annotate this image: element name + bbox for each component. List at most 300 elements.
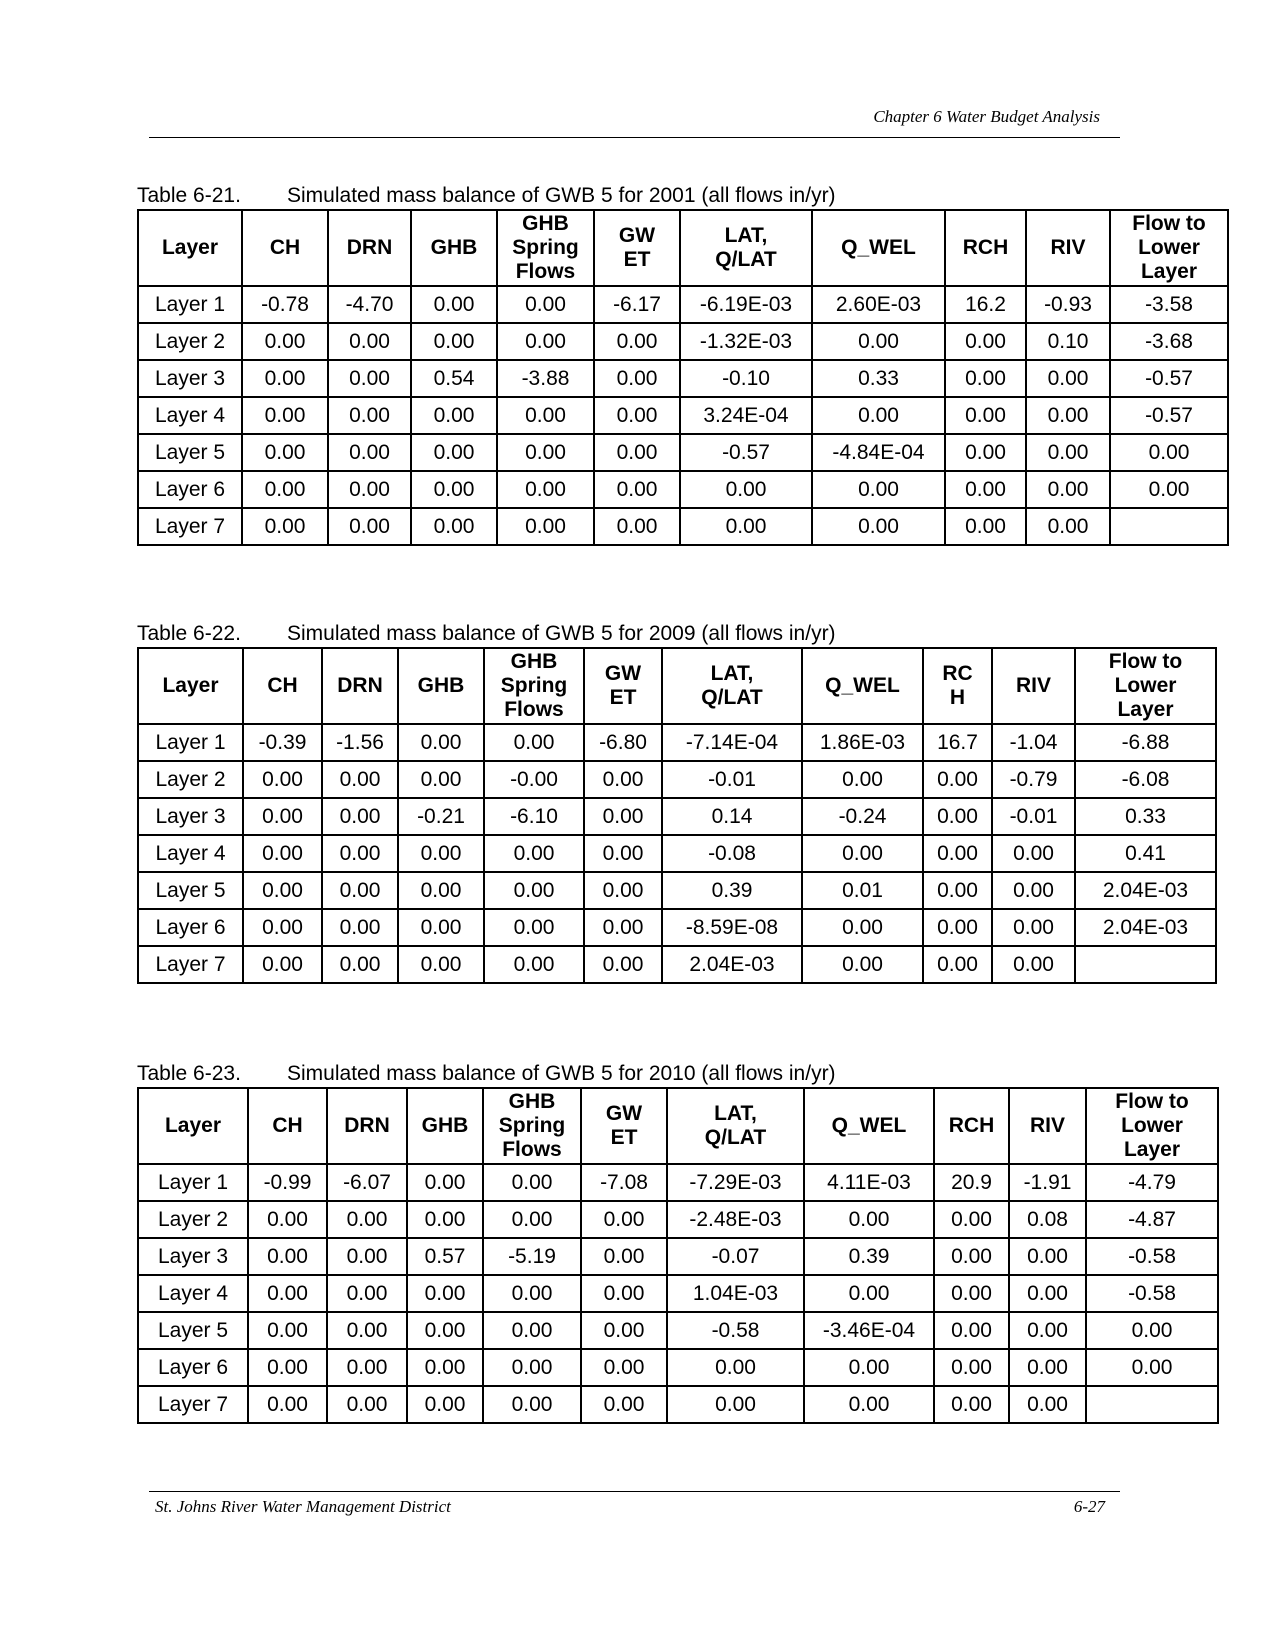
table-cell: 0.00	[411, 323, 497, 360]
column-header-riv: RIV	[1026, 210, 1110, 286]
table-row	[138, 471, 1228, 508]
table-cell: 0.39	[662, 872, 802, 909]
table-cell: 0.57	[407, 1238, 483, 1275]
table-cell: 0.00	[1110, 471, 1228, 508]
layer-label: Layer 5	[138, 872, 243, 909]
table-cell: 0.00	[812, 471, 945, 508]
table-row	[138, 397, 1228, 434]
table-row	[138, 946, 1216, 983]
table-cell: 0.00	[581, 1386, 667, 1423]
table-cell: -0.58	[1086, 1275, 1218, 1312]
layer-label: Layer 6	[138, 1349, 248, 1386]
table-cell: 0.00	[804, 1349, 934, 1386]
table-cell: 0.00	[484, 909, 584, 946]
table-cell: 0.00	[243, 835, 322, 872]
table-cell: -3.68	[1110, 323, 1228, 360]
layer-label: Layer 1	[138, 1164, 248, 1201]
table-cell: 0.00	[497, 434, 594, 471]
table-cell: 0.00	[242, 323, 328, 360]
table-cell: -0.01	[662, 761, 802, 798]
layer-label: Layer 7	[138, 946, 243, 983]
table-cell: 0.10	[1026, 323, 1110, 360]
table-cell: 0.00	[411, 508, 497, 545]
table-cell: -0.57	[680, 434, 812, 471]
table-cell: 0.00	[483, 1201, 581, 1238]
table-cell: 0.00	[1009, 1386, 1086, 1423]
table-cell: 0.00	[1026, 508, 1110, 545]
mass-balance-table	[137, 647, 1217, 984]
table-cell: 0.00	[407, 1386, 483, 1423]
table-cell: 0.00	[327, 1349, 407, 1386]
table-cell: 0.33	[812, 360, 945, 397]
column-header-ch: CH	[243, 648, 322, 724]
table-cell: -8.59E-08	[662, 909, 802, 946]
table-cell: 0.00	[1026, 471, 1110, 508]
table-cell: 0.00	[923, 798, 992, 835]
table-number: Table 6-21.	[137, 184, 241, 207]
column-header-layer: Layer	[138, 210, 242, 286]
table-cell: 0.00	[1086, 1312, 1218, 1349]
table-cell: 0.00	[804, 1386, 934, 1423]
table-cell: 0.00	[328, 508, 411, 545]
table-cell	[1110, 508, 1228, 545]
column-header-ghb: GHB	[398, 648, 484, 724]
table-title: Simulated mass balance of GWB 5 for 2010 (all flows in/yr)	[287, 1062, 836, 1085]
table-cell: 0.00	[812, 323, 945, 360]
footer-organization: St. Johns River Water Management District	[155, 1497, 451, 1516]
column-header-gw-et: GW ET	[581, 1088, 667, 1164]
table-cell: -1.56	[322, 724, 398, 761]
layer-label: Layer 3	[138, 798, 243, 835]
table-cell: 0.00	[1086, 1349, 1218, 1386]
table-cell: 0.00	[322, 835, 398, 872]
table-cell: 0.00	[581, 1275, 667, 1312]
layer-label: Layer 5	[138, 1312, 248, 1349]
table-cell: 0.00	[248, 1275, 327, 1312]
layer-label: Layer 5	[138, 434, 242, 471]
table-cell: 0.00	[667, 1386, 804, 1423]
page-number: 6-27	[1073, 1497, 1105, 1516]
table-cell: 0.00	[322, 909, 398, 946]
table-cell: 0.00	[594, 323, 680, 360]
table-row	[138, 761, 1216, 798]
table-cell: 16.2	[945, 286, 1026, 323]
table-cell: 1.86E-03	[802, 724, 923, 761]
table-cell: -0.10	[680, 360, 812, 397]
column-header-q-wel: Q_WEL	[802, 648, 923, 724]
table-row	[138, 1238, 1218, 1275]
table-cell: -0.07	[667, 1238, 804, 1275]
table-cell: 0.00	[484, 835, 584, 872]
table-row	[138, 835, 1216, 872]
table-cell: 0.00	[497, 323, 594, 360]
column-header-drn: DRN	[328, 210, 411, 286]
layer-label: Layer 3	[138, 1238, 248, 1275]
table-header-row	[138, 648, 1216, 724]
table-cell: 0.00	[1009, 1238, 1086, 1275]
table-cell: -5.19	[483, 1238, 581, 1275]
table-row	[138, 434, 1228, 471]
table-cell: -0.57	[1110, 360, 1228, 397]
table-cell: 0.00	[248, 1349, 327, 1386]
table-cell: -7.14E-04	[662, 724, 802, 761]
table-cell: -0.00	[484, 761, 584, 798]
table-cell: -0.24	[802, 798, 923, 835]
table-cell: 0.00	[398, 835, 484, 872]
column-header-rch: RCH	[945, 210, 1026, 286]
table-cell: 0.00	[802, 946, 923, 983]
table-cell: 0.00	[398, 761, 484, 798]
table-cell: 0.00	[680, 508, 812, 545]
column-header-q-wel: Q_WEL	[812, 210, 945, 286]
table-cell: 1.04E-03	[667, 1275, 804, 1312]
table-cell: 0.00	[411, 397, 497, 434]
layer-label: Layer 6	[138, 471, 242, 508]
table-cell: 0.00	[242, 508, 328, 545]
table-cell: 0.00	[322, 761, 398, 798]
table-cell: 0.00	[483, 1312, 581, 1349]
table-cell: -6.17	[594, 286, 680, 323]
table-cell: 0.00	[594, 397, 680, 434]
column-header-layer: Layer	[138, 1088, 248, 1164]
table-header-row	[138, 210, 1228, 286]
table-cell: 0.00	[934, 1386, 1009, 1423]
table-cell: 0.00	[584, 761, 662, 798]
column-header-lat-q-lat: LAT, Q/LAT	[662, 648, 802, 724]
table-cell: -6.10	[484, 798, 584, 835]
table-cell: 0.00	[584, 909, 662, 946]
table-cell: -2.48E-03	[667, 1201, 804, 1238]
column-header-gw-et: GW ET	[594, 210, 680, 286]
table-cell: 0.00	[328, 323, 411, 360]
table-cell: -0.58	[1086, 1238, 1218, 1275]
table-cell: 16.7	[923, 724, 992, 761]
table-cell: 0.00	[327, 1238, 407, 1275]
table-cell: 0.00	[407, 1349, 483, 1386]
column-header-drn: DRN	[327, 1088, 407, 1164]
column-header-ghb-spring-flows: GHB Spring Flows	[483, 1088, 581, 1164]
table-cell: 0.00	[411, 471, 497, 508]
layer-label: Layer 2	[138, 323, 242, 360]
table-cell: -7.29E-03	[667, 1164, 804, 1201]
table-cell: 0.00	[992, 946, 1075, 983]
table-row	[138, 360, 1228, 397]
table-cell: 0.14	[662, 798, 802, 835]
table-block-6-21	[137, 182, 1229, 546]
layer-label: Layer 7	[138, 508, 242, 545]
table-row	[138, 508, 1228, 545]
table-cell: 0.00	[328, 434, 411, 471]
table-cell: 0.00	[1026, 397, 1110, 434]
table-cell: 0.00	[322, 798, 398, 835]
table-cell: -0.58	[667, 1312, 804, 1349]
table-caption	[137, 1060, 1219, 1087]
column-header-rc-h: RC H	[923, 648, 992, 724]
table-cell: 0.00	[327, 1386, 407, 1423]
table-cell: 0.00	[945, 434, 1026, 471]
table-row	[138, 1275, 1218, 1312]
table-cell: 0.00	[243, 798, 322, 835]
column-header-q-wel: Q_WEL	[804, 1088, 934, 1164]
table-cell: 0.00	[483, 1386, 581, 1423]
table-cell: 0.00	[242, 360, 328, 397]
table-cell: 0.00	[812, 508, 945, 545]
layer-label: Layer 4	[138, 397, 242, 434]
table-cell: 0.00	[802, 835, 923, 872]
column-header-ch: CH	[248, 1088, 327, 1164]
table-cell: 0.00	[248, 1386, 327, 1423]
table-cell: 0.00	[581, 1238, 667, 1275]
table-cell: -4.70	[328, 286, 411, 323]
column-header-flow-to-lower-layer: Flow to Lower Layer	[1110, 210, 1228, 286]
table-cell: 0.00	[680, 471, 812, 508]
column-header-lat-q-lat: LAT, Q/LAT	[667, 1088, 804, 1164]
table-cell: 0.00	[484, 724, 584, 761]
table-cell: 0.00	[812, 397, 945, 434]
table-caption	[137, 182, 1229, 209]
table-cell: 0.00	[407, 1164, 483, 1201]
table-row	[138, 724, 1216, 761]
table-cell: 0.00	[1026, 360, 1110, 397]
table-cell: -1.32E-03	[680, 323, 812, 360]
layer-label: Layer 1	[138, 724, 243, 761]
table-cell: -0.78	[242, 286, 328, 323]
table-cell: 0.00	[1009, 1312, 1086, 1349]
layer-label: Layer 4	[138, 1275, 248, 1312]
table-cell: 0.00	[584, 946, 662, 983]
table-cell: 0.00	[328, 471, 411, 508]
table-cell: 0.00	[398, 946, 484, 983]
table-cell: -6.08	[1075, 761, 1216, 798]
table-cell: 0.00	[584, 835, 662, 872]
column-header-ghb-spring-flows: GHB Spring Flows	[497, 210, 594, 286]
footer-rule	[149, 1491, 1120, 1492]
column-header-ghb: GHB	[407, 1088, 483, 1164]
table-cell: -0.08	[662, 835, 802, 872]
table-cell: 0.54	[411, 360, 497, 397]
table-block-6-23	[137, 1060, 1219, 1424]
table-cell: 0.00	[398, 872, 484, 909]
table-cell: 0.00	[248, 1201, 327, 1238]
table-cell: 0.00	[992, 909, 1075, 946]
table-cell: 0.00	[322, 872, 398, 909]
table-row	[138, 286, 1228, 323]
table-cell: 0.00	[407, 1312, 483, 1349]
table-cell: 0.00	[327, 1312, 407, 1349]
table-cell: 0.00	[584, 872, 662, 909]
table-cell: 0.00	[248, 1312, 327, 1349]
table-cell: -3.46E-04	[804, 1312, 934, 1349]
column-header-riv: RIV	[992, 648, 1075, 724]
table-cell: 0.00	[934, 1201, 1009, 1238]
table-cell: 0.00	[1009, 1275, 1086, 1312]
table-number: Table 6-23.	[137, 1062, 241, 1085]
table-cell: -1.91	[1009, 1164, 1086, 1201]
table-cell: 0.00	[594, 508, 680, 545]
table-cell: 0.00	[945, 397, 1026, 434]
table-cell: 0.00	[992, 872, 1075, 909]
table-cell: -4.79	[1086, 1164, 1218, 1201]
column-header-layer: Layer	[138, 648, 243, 724]
table-cell: -6.80	[584, 724, 662, 761]
table-cell: -4.84E-04	[812, 434, 945, 471]
column-header-ch: CH	[242, 210, 328, 286]
table-row	[138, 1312, 1218, 1349]
table-cell: 0.00	[945, 323, 1026, 360]
table-cell: 0.00	[242, 397, 328, 434]
table-cell: 0.00	[398, 909, 484, 946]
table-cell: 0.00	[328, 397, 411, 434]
table-cell: -3.58	[1110, 286, 1228, 323]
table-row	[138, 1164, 1218, 1201]
column-header-flow-to-lower-layer: Flow to Lower Layer	[1075, 648, 1216, 724]
table-cell: 0.00	[328, 360, 411, 397]
table-cell: 0.00	[497, 508, 594, 545]
column-header-drn: DRN	[322, 648, 398, 724]
table-cell: -0.99	[248, 1164, 327, 1201]
table-cell: 0.00	[804, 1275, 934, 1312]
table-row	[138, 323, 1228, 360]
table-row	[138, 872, 1216, 909]
column-header-riv: RIV	[1009, 1088, 1086, 1164]
table-cell: 0.00	[483, 1164, 581, 1201]
layer-label: Layer 7	[138, 1386, 248, 1423]
table-cell: 0.00	[802, 761, 923, 798]
table-cell: -0.01	[992, 798, 1075, 835]
table-cell: 0.01	[802, 872, 923, 909]
table-cell: 3.24E-04	[680, 397, 812, 434]
table-row	[138, 798, 1216, 835]
table-cell: 0.00	[934, 1312, 1009, 1349]
table-cell: -0.93	[1026, 286, 1110, 323]
table-row	[138, 1386, 1218, 1423]
table-title: Simulated mass balance of GWB 5 for 2001 (all flows in/yr)	[287, 184, 836, 207]
table-cell: 0.00	[484, 946, 584, 983]
table-cell: 0.00	[923, 946, 992, 983]
table-cell: 0.00	[802, 909, 923, 946]
table-cell: 0.39	[804, 1238, 934, 1275]
table-cell: 0.00	[934, 1349, 1009, 1386]
table-cell: 2.04E-03	[1075, 872, 1216, 909]
table-cell: 0.00	[242, 471, 328, 508]
table-cell: 0.00	[581, 1201, 667, 1238]
layer-label: Layer 1	[138, 286, 242, 323]
mass-balance-table	[137, 209, 1229, 546]
table-cell: 0.00	[327, 1275, 407, 1312]
table-block-6-22	[137, 620, 1217, 984]
table-cell: 0.00	[411, 286, 497, 323]
header-rule	[149, 137, 1120, 138]
table-cell: 0.00	[243, 946, 322, 983]
table-row	[138, 1201, 1218, 1238]
table-cell: 0.00	[934, 1275, 1009, 1312]
table-cell: -6.88	[1075, 724, 1216, 761]
table-cell: 0.00	[243, 909, 322, 946]
table-cell: -0.79	[992, 761, 1075, 798]
table-number: Table 6-22.	[137, 622, 241, 645]
table-cell: 0.00	[804, 1201, 934, 1238]
column-header-rch: RCH	[934, 1088, 1009, 1164]
table-cell: 0.00	[484, 872, 584, 909]
table-cell	[1086, 1386, 1218, 1423]
table-cell: 0.00	[411, 434, 497, 471]
layer-label: Layer 4	[138, 835, 243, 872]
table-cell: 0.00	[407, 1201, 483, 1238]
layer-label: Layer 2	[138, 1201, 248, 1238]
table-row	[138, 909, 1216, 946]
table-cell: -1.04	[992, 724, 1075, 761]
column-header-gw-et: GW ET	[584, 648, 662, 724]
table-cell: 0.00	[497, 286, 594, 323]
table-cell: 0.00	[934, 1238, 1009, 1275]
table-cell: 2.60E-03	[812, 286, 945, 323]
table-cell: 0.00	[248, 1238, 327, 1275]
table-cell: 0.00	[497, 397, 594, 434]
table-cell: 0.41	[1075, 835, 1216, 872]
table-cell: 0.00	[923, 761, 992, 798]
table-cell: 0.00	[581, 1312, 667, 1349]
table-header-row	[138, 1088, 1218, 1164]
table-cell: -0.57	[1110, 397, 1228, 434]
table-cell: 0.00	[923, 835, 992, 872]
table-cell: -0.21	[398, 798, 484, 835]
table-cell: -4.87	[1086, 1201, 1218, 1238]
table-cell: 0.00	[1026, 434, 1110, 471]
table-cell: 0.00	[581, 1349, 667, 1386]
table-cell: 4.11E-03	[804, 1164, 934, 1201]
table-cell: 0.00	[497, 471, 594, 508]
layer-label: Layer 6	[138, 909, 243, 946]
table-cell: 0.00	[1110, 434, 1228, 471]
table-cell: 0.00	[992, 835, 1075, 872]
table-cell: 0.00	[1009, 1349, 1086, 1386]
table-cell: -6.07	[327, 1164, 407, 1201]
table-cell: 0.00	[584, 798, 662, 835]
layer-label: Layer 3	[138, 360, 242, 397]
table-cell: 0.33	[1075, 798, 1216, 835]
table-cell: 2.04E-03	[1075, 909, 1216, 946]
mass-balance-table	[137, 1087, 1219, 1424]
table-cell: 0.00	[594, 434, 680, 471]
table-cell: 0.00	[243, 872, 322, 909]
table-cell: 0.00	[945, 508, 1026, 545]
table-cell: -3.88	[497, 360, 594, 397]
column-header-ghb: GHB	[411, 210, 497, 286]
table-cell: 0.00	[594, 471, 680, 508]
table-row	[138, 1349, 1218, 1386]
column-header-flow-to-lower-layer: Flow to Lower Layer	[1086, 1088, 1218, 1164]
table-cell: 0.00	[923, 909, 992, 946]
table-cell: 0.00	[923, 872, 992, 909]
table-cell: -7.08	[581, 1164, 667, 1201]
column-header-ghb-spring-flows: GHB Spring Flows	[484, 648, 584, 724]
table-cell: 2.04E-03	[662, 946, 802, 983]
table-cell: 0.00	[398, 724, 484, 761]
table-cell: 0.00	[945, 360, 1026, 397]
table-cell: -6.19E-03	[680, 286, 812, 323]
table-cell: 0.08	[1009, 1201, 1086, 1238]
table-cell: 0.00	[483, 1349, 581, 1386]
table-cell: -0.39	[243, 724, 322, 761]
table-cell: 0.00	[322, 946, 398, 983]
layer-label: Layer 2	[138, 761, 243, 798]
table-cell	[1075, 946, 1216, 983]
table-cell: 0.00	[327, 1201, 407, 1238]
table-cell: 0.00	[242, 434, 328, 471]
table-title: Simulated mass balance of GWB 5 for 2009 (all flows in/yr)	[287, 622, 836, 645]
column-header-lat-q-lat: LAT, Q/LAT	[680, 210, 812, 286]
table-cell: 0.00	[483, 1275, 581, 1312]
